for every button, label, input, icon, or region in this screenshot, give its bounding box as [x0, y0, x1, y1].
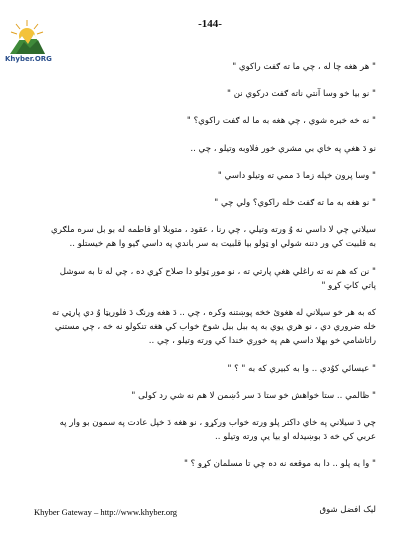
footer-author: ليک افضل شوق: [319, 505, 376, 515]
paragraph: نو دَ هغې په خاي بي مشري خور فلاوبه وتيلو ، چي ..: [190, 143, 376, 154]
paragraph: " نن که هم نه ته راغلي هغې پارتي ته ، نو موږ ټولو دا صلاح کړي ده ، چي له تا به سوشل پاتي کاټ کړو ": [59, 266, 376, 291]
paragraph: که به هر خو سيلاني له هغوئ خخه پوښتنه وکره ، چي .. دَ هغه ورنګ دَ فلوريټا وُ دي پارټي ته خله ضروري دي ، نو هري يوي به په ببل ببل شوخ خواب کي هغه تنکولو نه خه ، چي مستني راتاشامي خو بهلا داسي هم په خوږي خندا کي ورته وتيلو ، چي ..: [51, 308, 376, 347]
page-number: -144-: [198, 18, 222, 30]
paragraph: " وسا پرون خپله زما دَ ممي ته وتيلو داسي ": [217, 170, 376, 181]
logo-caption: Khyber.ORG: [5, 55, 52, 63]
paragraph: " عيسائي کوُدي .. وا به کبيري که به " ؟ ": [227, 363, 376, 374]
paragraph: " هر هغه چا له ، چي ما ته ګفت راکوي ": [232, 62, 376, 72]
paragraph: " نه خه خبره شوي ، چي هغه به ما له ګفت راکوي؟ ": [186, 116, 376, 127]
paragraph: " وا يه پلو .. دا به موقعه نه ده چي تا مسلمان کړو ؟ ": [183, 459, 376, 470]
footer-source-link[interactable]: Khyber Gateway – http://www.khyber.org: [34, 507, 178, 517]
paragraph: سيلاني چي لا داسي نه وُ ورته وتيلي ، چي رنا ، عقود ، متوبلا او فاطمه له بو بل سره ملګري به قلبيت کي ور دننه شولي او ټولو بيا قلبيت به سر باندي په داسي ګيو وا هم خيستلو ..: [51, 225, 376, 250]
paragraph: " نو بيا خو وسا آنتي ناته ګفت درکوي نن ": [227, 89, 376, 100]
paragraph: چي دَ سيلاني په خاي داکتر پلو ورته خواب ورکړو ، نو هغه دَ خپل عادت په سمون بو وار په عربي کي خه دَ بوښيدله او بيا يې ورته وتيلو ..: [59, 418, 376, 443]
paragraph: " ظالمي .. ستا خواهش خو ستا دَ سر دُښمن لا هم نه شي رد کولی ": [131, 390, 376, 401]
paragraph: " نو هغه به ما ته ګفت خله راکوي؟ ولي چي ": [214, 198, 376, 209]
main-text: [46, 60, 376, 485]
